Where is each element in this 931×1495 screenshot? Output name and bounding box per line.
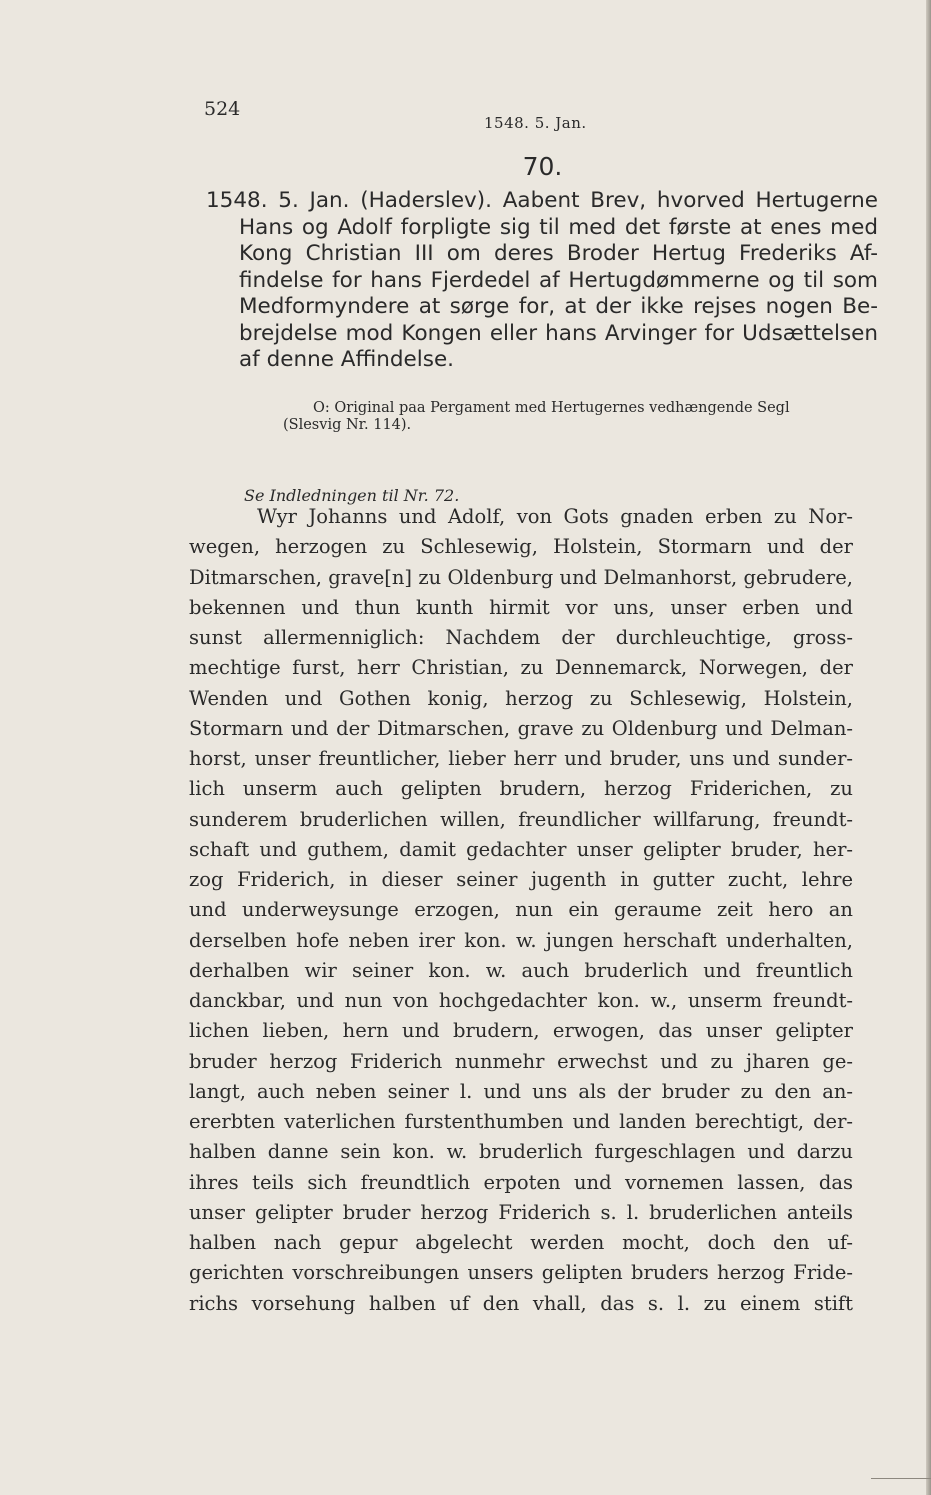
body-line: unser gelipter bruder herzog Friderich s. l. bruderlichen anteils (189, 1200, 853, 1224)
source-line: (Slesvig Nr. 114). (283, 417, 412, 433)
body-line: Wyr Johanns und Adolf, von Gots gnaden erben zu Nor- (257, 505, 853, 528)
body-line: horst, unser freuntlicher, lieber herr und bruder, uns und sunder- (189, 747, 853, 770)
body-line: gerichten vorschreibungen unsers gelipten bruders herzog Fride- (189, 1261, 853, 1285)
body-line: richs vorsehung halben uf den vhall, das s. l. zu einem stift (189, 1291, 853, 1315)
summary-line: Hans og Adolf forpligte sig til med det første at enes med (239, 214, 878, 240)
body-line: mechtige furst, herr Christian, zu Dennemarck, Norwegen, der (189, 656, 853, 680)
body-line: Stormarn und der Ditmarschen, grave zu Oldenburg und Delman- (189, 716, 853, 740)
body-line: bekennen und thun kunth hirmit vor uns, unser erben und (189, 595, 853, 619)
body-line: lich unserm auch gelipten brudern, herzog Friderichen, zu (189, 777, 853, 801)
summary-line: Kong Christian III om deres Broder Hertug Frederiks Af- (239, 241, 878, 266)
page-number: 524 (204, 98, 241, 120)
summary-line: findelse for hans Fjerdedel af Hertugdømmerne og til som (239, 267, 878, 293)
body-line: und underweysunge erzogen, nun ein geraume zeit hero an (189, 898, 853, 922)
source-line: O: Original paa Pergament med Hertugernes vedhængende Segl (313, 400, 790, 416)
body-line: ererbten vaterlichen furstenthumben und landen berechtigt, der- (189, 1110, 853, 1133)
body-line: wegen, herzogen zu Schlesewig, Holstein, Stormarn und der (189, 535, 853, 559)
body-line: halben danne sein kon. w. bruderlich furgeschlagen und darzu (189, 1140, 853, 1164)
body-line: Wenden und Gothen konig, herzog zu Schlesewig, Holstein, (189, 686, 853, 710)
document-number: 70. (522, 152, 563, 181)
body-line: danckbar, und nun von hochgedachter kon. w., unserm freundt- (189, 989, 853, 1012)
source-note (283, 400, 873, 434)
body-line: halben nach gepur abgelecht werden mocht, doch den uf- (189, 1231, 853, 1254)
body-line: ihres teils sich freundtlich erpoten und vornemen lassen, das (189, 1170, 853, 1194)
cross-reference: Se Indledningen til Nr. 72. (244, 486, 460, 505)
body-line: sunderem bruderlichen willen, freundlicher willfarung, freundt- (189, 807, 853, 831)
running-head-date: 1548. 5. Jan. (484, 114, 587, 132)
body-line: Ditmarschen, grave[n] zu Oldenburg und Delmanhorst, gebrudere, (189, 565, 853, 589)
summary-line: af denne Affindelse. (239, 347, 454, 372)
body-line: langt, auch neben seiner l. und uns als der bruder zu den an- (189, 1079, 853, 1103)
document-summary (206, 188, 878, 374)
body-line: lichen lieben, hern und brudern, erwogen, das unser gelipter (189, 1019, 853, 1043)
body-line: derhalben wir seiner kon. w. auch bruderlich und freuntlich (189, 958, 853, 982)
body-line: sunst allermenniglich: Nachdem der durchleuchtige, gross- (189, 626, 853, 649)
page-corner-fold (871, 1478, 931, 1479)
page-edge-shadow (926, 0, 931, 1495)
body-line: schaft und guthem, damit gedachter unser gelipter bruder, her- (189, 837, 853, 861)
summary-line: brejdelse mod Kongen eller hans Arvinger for Udsættelsen (239, 320, 878, 346)
summary-line: Medformyndere at sørge for, at der ikke rejses nogen Be- (239, 294, 878, 319)
body-line: derselben hofe neben irer kon. w. jungen herschaft underhalten, (189, 928, 853, 952)
document-body (189, 502, 853, 1319)
body-line: zog Friderich, in dieser seiner jugenth in gutter zucht, lehre (189, 868, 853, 891)
body-line: bruder herzog Friderich nunmehr erwechst und zu jharen ge- (189, 1049, 853, 1073)
summary-line: 1548. 5. Jan. (Haderslev). Aabent Brev, hvorved Hertugerne (206, 188, 878, 213)
